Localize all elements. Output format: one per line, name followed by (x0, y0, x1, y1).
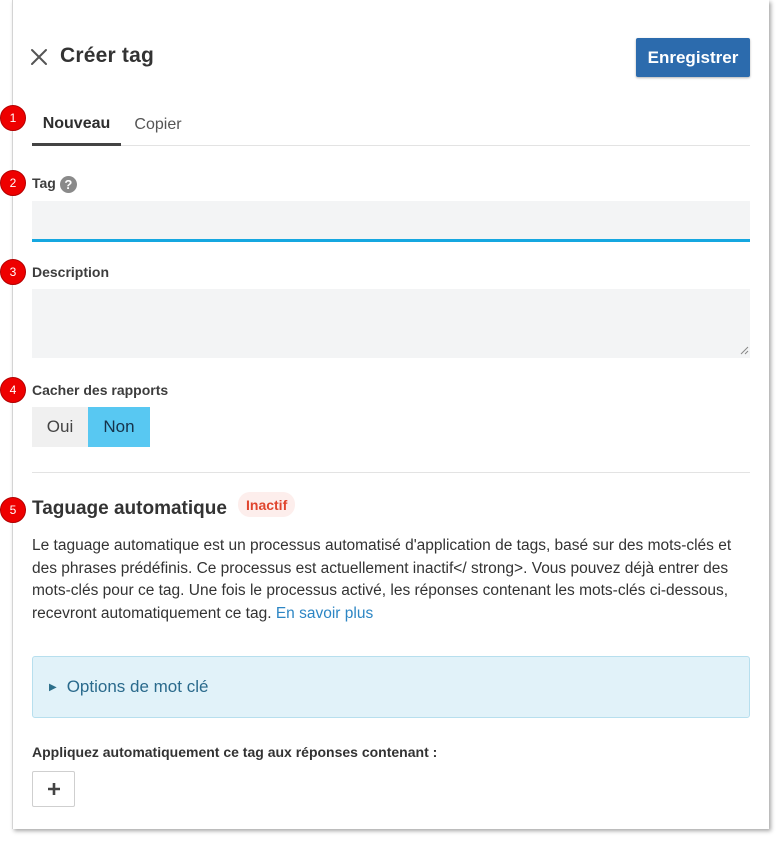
toggle-option-non[interactable]: Non (88, 407, 150, 447)
keyword-options-accordion[interactable] (32, 656, 750, 718)
page-title: Créer tag (60, 44, 155, 67)
learn-more-link[interactable]: En savoir plus (275, 604, 374, 622)
add-keyword-button[interactable] (32, 771, 75, 807)
section-divider (32, 472, 750, 473)
status-badge: Inactif (238, 492, 295, 517)
tag-input[interactable] (32, 201, 750, 242)
apply-tag-label: Appliquez automatiquement ce tag aux réponses contenant : (32, 744, 438, 760)
description-textarea[interactable] (32, 289, 750, 358)
close-button[interactable] (30, 48, 48, 66)
caret-right-icon: ▶ (49, 681, 57, 693)
step-marker-1: 1 (0, 105, 26, 131)
step-marker-5: 5 (0, 497, 26, 523)
tab-nouveau[interactable]: Nouveau (32, 104, 121, 146)
step-marker-3: 3 (0, 259, 26, 285)
tab-copier[interactable]: Copier (134, 116, 182, 133)
toggle-option-oui[interactable]: Oui (32, 407, 88, 447)
tag-label-text: Tag (32, 175, 56, 191)
auto-tagging-text: Le taguage automatique est un processus automatisé d'application de tags, basé sur des mots-clés et des phrases prédéfinis. Ce processus est actuellement inactif</ strong>. Vous pouvez déjà entrer des mots-clés pour ce tag. Une fois le processus activé, les réponses contenant les mots-clés ci-dessous, recevront automatiquement ce tag. (32, 537, 732, 622)
tag-field-label (32, 175, 77, 193)
hide-reports-toggle (32, 407, 150, 447)
save-button[interactable]: Enregistrer (636, 38, 750, 77)
help-icon[interactable]: ? (60, 176, 77, 193)
resize-grip-icon[interactable] (740, 346, 749, 355)
plus-icon (47, 782, 61, 796)
step-marker-2: 2 (0, 170, 26, 196)
auto-tagging-description (32, 535, 754, 625)
hide-reports-label: Cacher des rapports (32, 382, 169, 398)
close-icon (30, 48, 48, 66)
step-marker-4: 4 (0, 377, 26, 403)
keyword-options-label: Options de mot clé (66, 677, 209, 696)
tab-bar (32, 104, 750, 146)
description-label: Description (32, 264, 110, 280)
auto-tagging-title: Taguage automatique (32, 498, 227, 519)
